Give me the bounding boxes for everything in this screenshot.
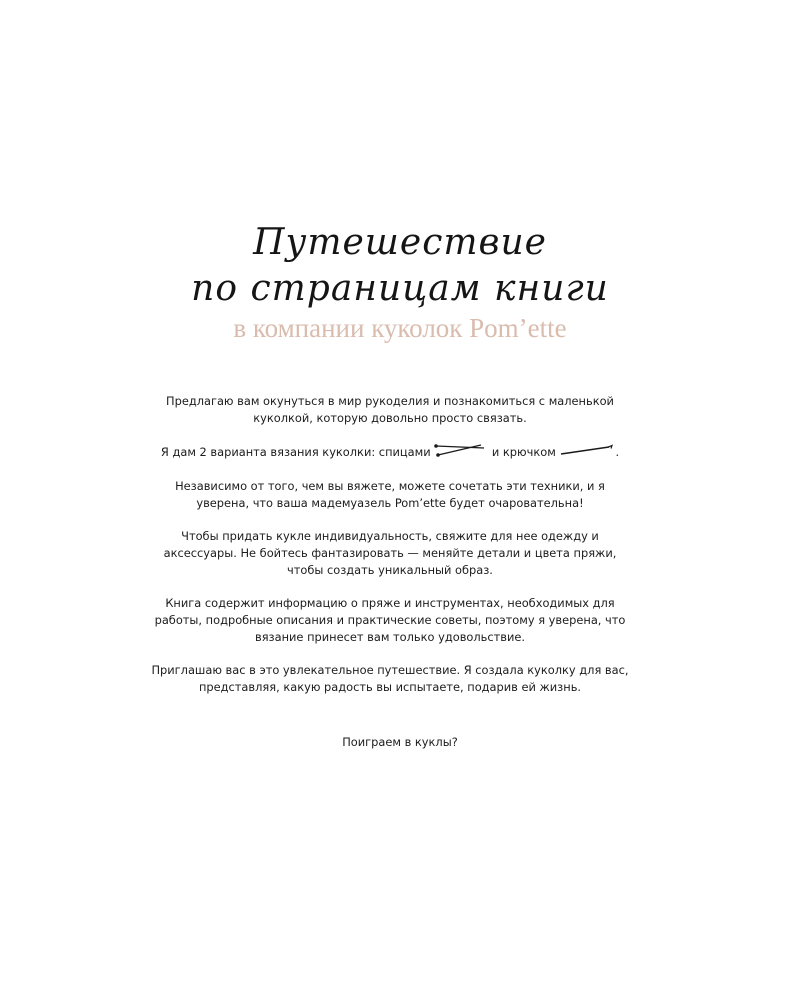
paragraph-book-contents: Книга содержит информацию о пряже и инструментах, необходимых для работы, подробные описания и практические советы, поэтому я уверена, что вязание принесет вам только удовольствие. [154, 596, 626, 644]
paragraph-techniques: Независимо от того, чем вы вяжете, можете сочетать эти техники, и я уверена, что ваша мадемуазель Pom’ette будет очаровательна! [175, 479, 605, 510]
variants-end-text: . [615, 445, 620, 459]
crochet-hook-icon [559, 444, 615, 461]
knitting-needles-icon [434, 443, 488, 462]
intro-text [150, 393, 630, 712]
page-subtitle: в компании куколок Pom’ette [233, 313, 567, 343]
paragraph-invitation: Приглашаю вас в это увлекательное путешествие. Я создала куколку для вас, представляя, какую радость вы испытаете, подарив ей жизнь. [151, 663, 629, 694]
page-title-line-1: Путешествие [253, 222, 547, 263]
paragraph-individuality: Чтобы придать кукле индивидуальность, свяжите для нее одежду и аксессуары. Не бойтесь фантазировать — меняйте детали и цвета пряжи, чтобы создать уникальный образ. [163, 529, 617, 577]
variants-intro-text: Я дам 2 варианта вязания куколки: спицами [160, 445, 431, 459]
page-title-line-2: по страницам книги [191, 268, 609, 309]
variants-joiner-text: и крючком [491, 445, 556, 459]
paragraph-intro: Предлагаю вам окунуться в мир рукоделия и познакомиться с маленькой куколкой, которую довольно просто связать. [166, 394, 614, 425]
paragraph-variants [150, 443, 630, 462]
closing-question: Поиграем в куклы? [342, 735, 458, 749]
